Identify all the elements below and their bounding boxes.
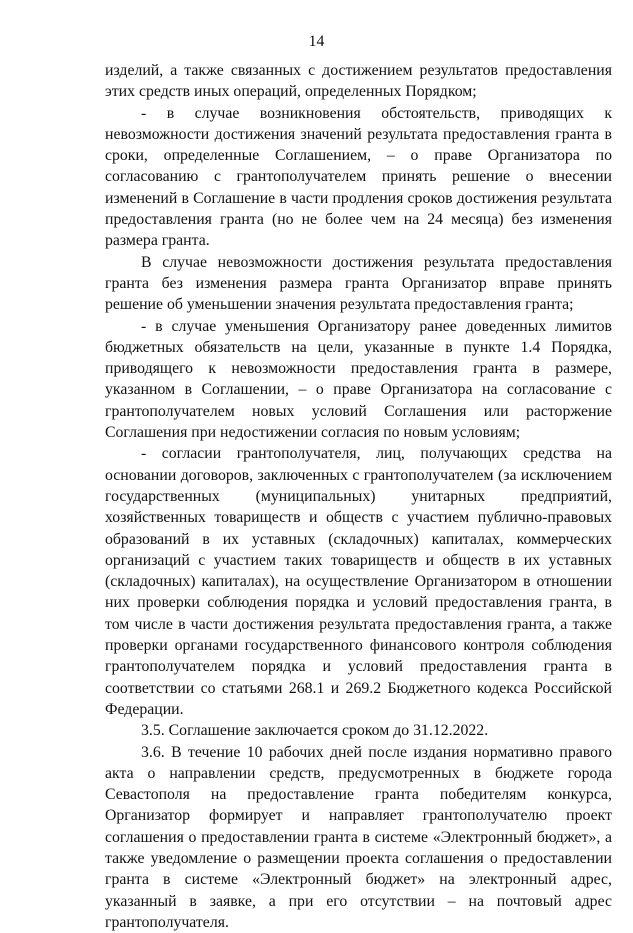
paragraph: - в случае возникновения обстоятельств, приводящих к невозможности достижения значений результата предоставления гранта в сроки, определенные Соглашением, – о праве Организатора по согласованию с грантополучателем принять решение о внесении изменений в Соглашение в части продления сроков достижения результата предоставления гранта (но не более чем на 24 месяца) без изменения размера гранта. [105,103,612,252]
paragraph: - в случае уменьшения Организатору ранее доведенных лимитов бюджетных обязательств на цели, указанные в пункте 1.4 Порядка, приводящего к невозможности предоставления гранта в размере, указанном в Соглашении, – о праве Организатора на согласование с грантополучателем новых условий Соглашения или расторжение Соглашения при недостижении согласия по новым условиям; [105,316,612,444]
page-number: 14 [0,32,633,52]
paragraph: 3.5. Соглашение заключается сроком до 31.12.2022. [105,720,612,741]
paragraph: - согласии грантополучателя, лиц, получающих средства на основании договоров, заключенных с грантополучателем (за исключением государственных (муниципальных) унитарных предприятий, хозяйственных товариществ и обществ с участием публично-правовых образований в их уставных (складочных) капиталах, коммерческих организаций с участием таких товариществ и обществ в их уставных (складочных) капиталах), на осуществление Организатором в отношении них проверки соблюдения порядка и условий предоставления гранта, в том числе в части достижения результата предоставления гранта, а также проверки органами государственного финансового контроля соблюдения грантополучателем порядка и условий предоставления гранта в соответствии со статьями 268.1 и 269.2 Бюджетного кодекса Российской Федерации. [105,443,612,720]
paragraph: В случае невозможности достижения результата предоставления гранта без изменения размера гранта Организатор вправе принять решение об уменьшении значения результата предоставления гранта; [105,252,612,316]
paragraph: 3.6. В течение 10 рабочих дней после издания нормативно правого акта о направлении средств, предусмотренных в бюджете города Севастополя на предоставление гранта победителям конкурса, Организатор формирует и направляет грантополучателю проект соглашения о предоставлении гранта в системе «Электронный бюджет», а также уведомление о размещении проекта соглашения о предоставлении гранта в системе «Электронный бюджет» на электронный адрес, указанный в заявке, а при его отсутствии – на почтовый адрес грантополучателя. [105,742,612,933]
paragraph: изделий, а также связанных с достижением результатов предоставления этих средств иных операций, определенных Порядком; [105,60,612,103]
document-body [105,60,612,933]
